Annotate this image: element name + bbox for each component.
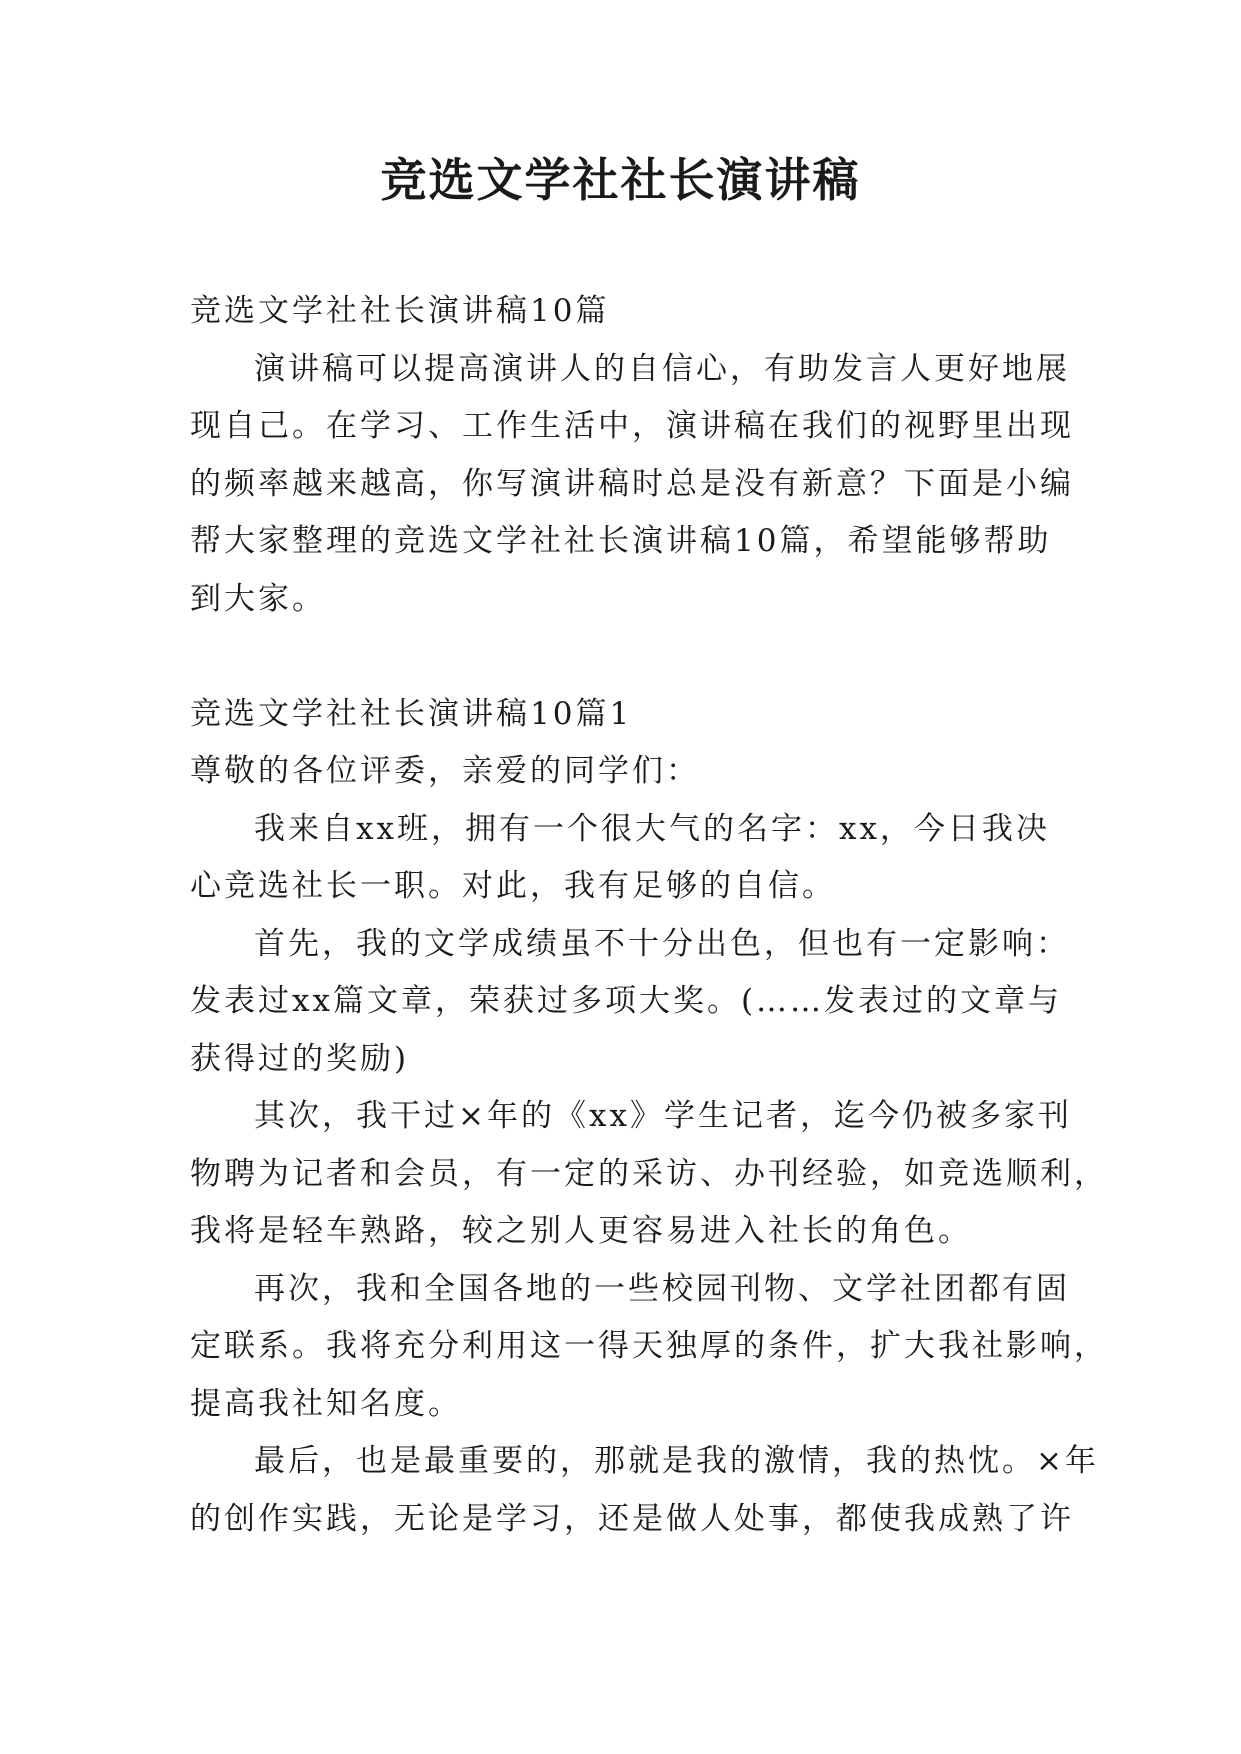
speech-paragraph-line: 发表过xx篇文章，荣获过多项大奖。(……发表过的文章与 (190, 983, 1063, 1019)
speech-paragraph-line: 再次，我和全国各地的一些校园刊物、文学社团都有固 (254, 1270, 1070, 1307)
intro-paragraph-line: 帮大家整理的竞选文学社社长演讲稿10篇，希望能够帮助 (190, 523, 1052, 559)
speech-paragraph-line: 心竞选社长一职。对此，我有足够的自信。 (190, 868, 836, 904)
intro-paragraph-line: 的频率越来越高，你写演讲稿时总是没有新意？下面是小编 (190, 465, 1074, 502)
document-body (190, 283, 1108, 1548)
speech-paragraph-line: 首先，我的文学成绩虽不十分出色，但也有一定影响： (254, 925, 1070, 962)
section-heading: 竞选文学社社长演讲稿10篇1 (190, 695, 633, 732)
speech-paragraph-line: 定联系。我将充分利用这一得天独厚的条件，扩大我社影响， (190, 1328, 1108, 1364)
speech-paragraph-line: 的创作实践，无论是学习，还是做人处事，都使我成熟了许 (190, 1500, 1074, 1537)
subtitle-line: 竞选文学社社长演讲稿10篇 (190, 293, 610, 329)
paragraph-gap (190, 628, 1070, 686)
speech-paragraph-line: 获得过的奖励) (190, 1040, 410, 1077)
intro-paragraph-line: 到大家。 (190, 580, 326, 617)
speech-paragraph-line: 最后，也是最重要的，那就是我的激情，我的热忱。×年 (254, 1443, 1099, 1479)
speech-paragraph-line: 我来自xx班，拥有一个很大气的名字：xx，今日我决 (254, 810, 1050, 847)
speech-paragraph-line: 提高我社知名度。 (190, 1385, 462, 1422)
intro-paragraph-line: 演讲稿可以提高演讲人的自信心，有助发言人更好地展 (254, 350, 1070, 387)
intro-paragraph-line: 现自己。在学习、工作生活中，演讲稿在我们的视野里出现 (190, 408, 1074, 444)
document-title: 竞选文学社社长演讲稿 (380, 153, 861, 207)
salutation-line: 尊敬的各位评委，亲爱的同学们： (190, 753, 700, 789)
speech-paragraph-line: 其次，我干过×年的《xx》学生记者，迄今仍被多家刊 (254, 1098, 1072, 1134)
speech-paragraph-line: 我将是轻车熟路，较之别人更容易进入社长的角色。 (190, 1213, 972, 1249)
speech-paragraph-line: 物聘为记者和会员，有一定的采访、办刊经验，如竞选顺利， (190, 1155, 1108, 1192)
